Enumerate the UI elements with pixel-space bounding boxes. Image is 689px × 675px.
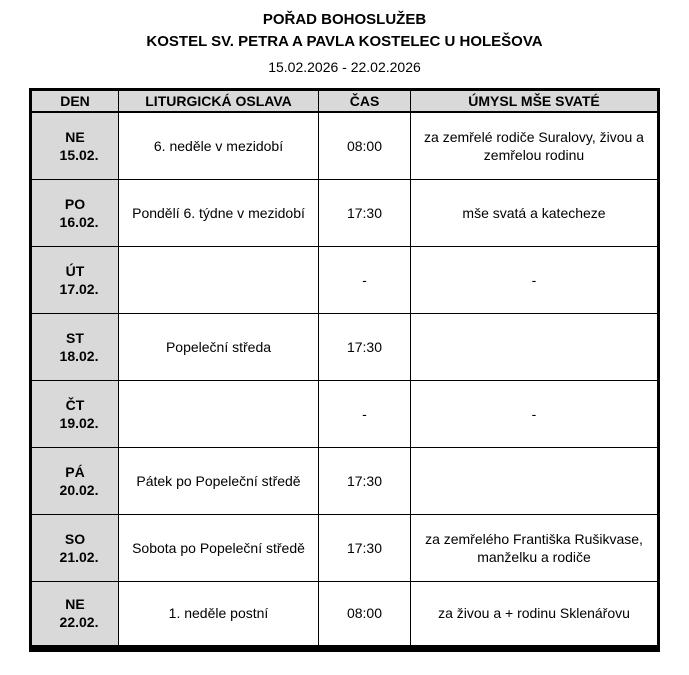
day-cell — [31, 179, 119, 246]
celebration-cell — [119, 380, 319, 447]
table-row — [31, 380, 659, 447]
day-cell — [31, 514, 119, 581]
day-abbr: PÁ — [65, 463, 85, 480]
time-cell: - — [319, 380, 411, 447]
time-cell: 08:00 — [319, 112, 411, 179]
celebration-cell: 1. neděle postní — [119, 581, 319, 648]
day-abbr: PO — [64, 195, 86, 212]
day-cell — [31, 380, 119, 447]
day-abbr: ST — [66, 329, 84, 346]
intention-cell: za živou a + rodinu Sklenářovu — [411, 581, 659, 648]
time-cell: 17:30 — [319, 514, 411, 581]
intention-cell: za zemřelého Františka Rušikvase, manželku a rodiče — [411, 514, 659, 581]
table-row — [31, 514, 659, 581]
page-title: POŘAD BOHOSLUŽEB — [262, 11, 427, 28]
day-cell — [31, 447, 119, 514]
day-date: 18.02. — [59, 347, 99, 364]
day-abbr: NE — [65, 128, 85, 145]
schedule-table — [29, 88, 660, 652]
celebration-cell: Sobota po Popeleční středě — [119, 514, 319, 581]
table-row — [31, 581, 659, 648]
intention-cell: - — [411, 246, 659, 313]
time-cell: - — [319, 246, 411, 313]
day-date: 16.02. — [59, 213, 99, 230]
time-cell: 17:30 — [319, 179, 411, 246]
time-cell: 08:00 — [319, 581, 411, 648]
celebration-cell: Pondělí 6. týdne v mezidobí — [119, 179, 319, 246]
intention-cell: - — [411, 380, 659, 447]
day-abbr: NE — [65, 596, 85, 613]
schedule-body — [31, 112, 659, 648]
day-cell — [31, 112, 119, 179]
day-cell — [31, 246, 119, 313]
day-date: 19.02. — [59, 414, 99, 431]
day-date: 22.02. — [59, 614, 99, 631]
day-abbr: SO — [64, 530, 86, 547]
day-cell — [31, 313, 119, 380]
column-header-day: DEN — [31, 90, 119, 113]
day-cell — [31, 581, 119, 648]
celebration-cell: Popeleční středa — [119, 313, 319, 380]
celebration-cell: 6. neděle v mezidobí — [119, 112, 319, 179]
day-abbr: ČT — [65, 396, 85, 413]
schedule-header-row — [31, 90, 659, 113]
day-date: 20.02. — [59, 481, 99, 498]
column-header-celebration: LITURGICKÁ OSLAVA — [119, 90, 319, 113]
table-row — [31, 179, 659, 246]
day-date: 21.02. — [59, 548, 99, 565]
column-header-time: ČAS — [319, 90, 411, 113]
time-cell: 17:30 — [319, 447, 411, 514]
celebration-cell: Pátek po Popeleční středě — [119, 447, 319, 514]
intention-cell: mše svatá a katecheze — [411, 179, 659, 246]
intention-cell — [411, 313, 659, 380]
table-row — [31, 112, 659, 179]
table-row — [31, 313, 659, 380]
church-name: KOSTEL SV. PETRA A PAVLA KOSTELEC U HOLEŠOVA — [146, 33, 543, 51]
celebration-cell — [119, 246, 319, 313]
day-date: 15.02. — [59, 147, 99, 164]
document-header — [0, 10, 689, 76]
date-range: 15.02.2026 - 22.02.2026 — [268, 58, 421, 75]
intention-cell — [411, 447, 659, 514]
table-row — [31, 246, 659, 313]
table-row — [31, 447, 659, 514]
time-cell: 17:30 — [319, 313, 411, 380]
column-header-intention: ÚMYSL MŠE SVATÉ — [411, 90, 659, 113]
intention-cell: za zemřelé rodiče Suralovy, živou a zemřelou rodinu — [411, 112, 659, 179]
day-date: 17.02. — [59, 280, 99, 297]
day-abbr: ÚT — [65, 262, 85, 279]
